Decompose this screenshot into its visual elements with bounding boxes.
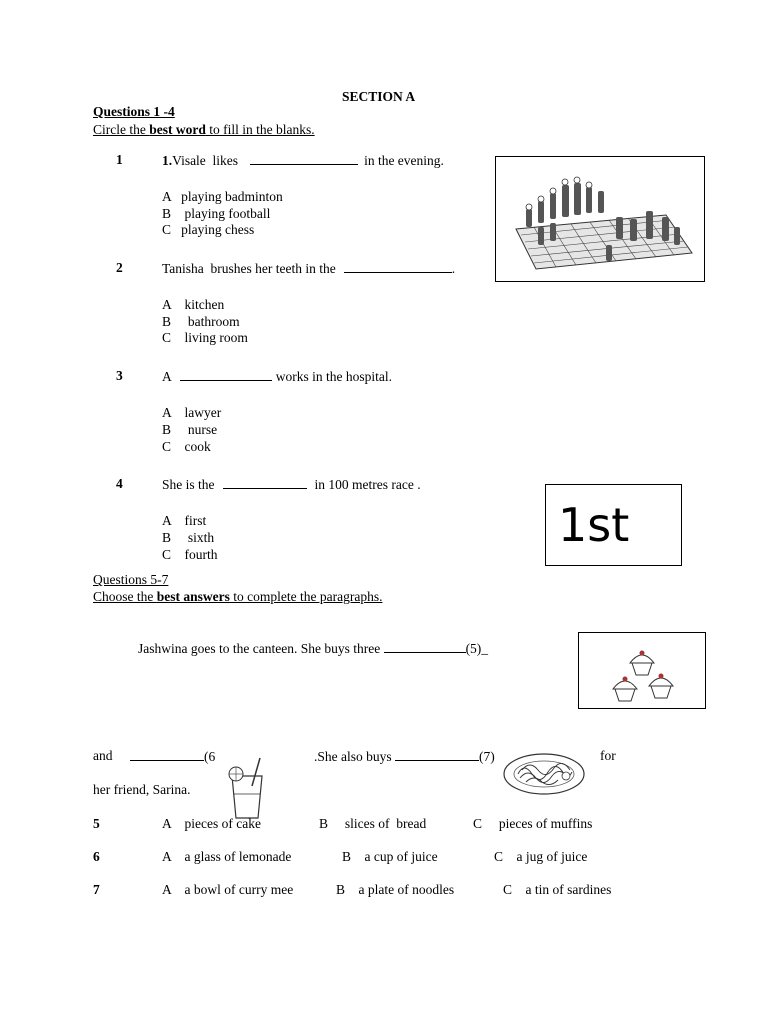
option-c[interactable]: C fourth bbox=[162, 547, 218, 562]
paragraph-word-and: and bbox=[93, 748, 113, 763]
section-title: SECTION A bbox=[342, 89, 416, 104]
paragraph-line-2-mid: .She also buys (7) bbox=[314, 749, 495, 764]
option-b[interactable]: B sixth bbox=[162, 530, 215, 545]
option-a[interactable]: A a bowl of curry mee bbox=[162, 882, 294, 897]
option-b[interactable]: B a cup of juice bbox=[342, 849, 438, 864]
part1-instruction: Circle the best word to fill in the blanks. bbox=[93, 122, 315, 137]
answer-blank-7 bbox=[395, 748, 479, 761]
first-place-box bbox=[545, 484, 682, 566]
option-c[interactable]: C a jug of juice bbox=[494, 849, 588, 864]
muffins-picture bbox=[578, 632, 706, 709]
option-c[interactable]: C cook bbox=[162, 439, 211, 454]
question-number: 3 bbox=[116, 368, 123, 383]
lemonade-picture bbox=[222, 756, 272, 822]
option-b[interactable]: B playing football bbox=[162, 206, 271, 221]
answer-blank bbox=[344, 260, 452, 273]
option-c[interactable]: C a tin of sardines bbox=[503, 882, 612, 897]
part2-instruction: Choose the best answers to complete the paragraphs. bbox=[93, 589, 383, 604]
option-a[interactable]: A lawyer bbox=[162, 405, 222, 420]
answer-blank bbox=[250, 152, 358, 165]
answer-blank-5 bbox=[384, 640, 466, 653]
question-stem: 1.Visale likes in the evening. bbox=[162, 153, 444, 168]
question-stem: She is the in 100 metres race . bbox=[162, 477, 421, 492]
option-b[interactable]: B slices of bread bbox=[319, 816, 427, 831]
option-c[interactable]: C pieces of muffins bbox=[473, 816, 593, 831]
option-b[interactable]: B a plate of noodles bbox=[336, 882, 455, 897]
option-c[interactable]: C living room bbox=[162, 330, 248, 345]
option-c[interactable]: C playing chess bbox=[162, 222, 255, 237]
chess-picture bbox=[495, 156, 705, 282]
question-number: 4 bbox=[116, 476, 123, 491]
option-a[interactable]: A first bbox=[162, 513, 207, 528]
option-a[interactable]: A pieces of cake bbox=[162, 816, 261, 831]
plate-of-noodles-icon bbox=[502, 748, 586, 796]
part2-heading: Questions 5-7 bbox=[93, 572, 169, 587]
paragraph-line-1: Jashwina goes to the canteen. She buys three (5)_ bbox=[138, 641, 489, 656]
answer-blank bbox=[223, 476, 307, 489]
question-number: 5 bbox=[93, 816, 100, 831]
answer-blank-6 bbox=[130, 748, 204, 761]
question-number: 7 bbox=[93, 882, 100, 897]
option-a[interactable]: A a glass of lemonade bbox=[162, 849, 292, 864]
chess-set-icon bbox=[496, 157, 704, 281]
noodles-picture bbox=[502, 748, 586, 796]
option-a[interactable]: A playing badminton bbox=[162, 189, 283, 204]
paragraph-blank-6: (6 bbox=[130, 748, 215, 765]
question-stem: A works in the hospital. bbox=[162, 369, 392, 384]
paragraph-word-for: for bbox=[600, 748, 616, 763]
question-number: 2 bbox=[116, 260, 123, 275]
option-b[interactable]: B bathroom bbox=[162, 314, 240, 329]
question-stem: Tanisha brushes her teeth in the . bbox=[162, 261, 456, 276]
paragraph-line-3: her friend, Sarina. bbox=[93, 782, 191, 797]
first-place-label: 1st bbox=[558, 498, 630, 552]
question-number: 1 bbox=[116, 152, 123, 167]
question-number: 6 bbox=[93, 849, 100, 864]
lemonade-glass-icon bbox=[222, 756, 272, 822]
part1-heading: Questions 1 -4 bbox=[93, 104, 175, 119]
muffins-icon bbox=[579, 633, 705, 708]
answer-blank bbox=[180, 368, 272, 381]
option-b[interactable]: B nurse bbox=[162, 422, 218, 437]
option-a[interactable]: A kitchen bbox=[162, 297, 225, 312]
